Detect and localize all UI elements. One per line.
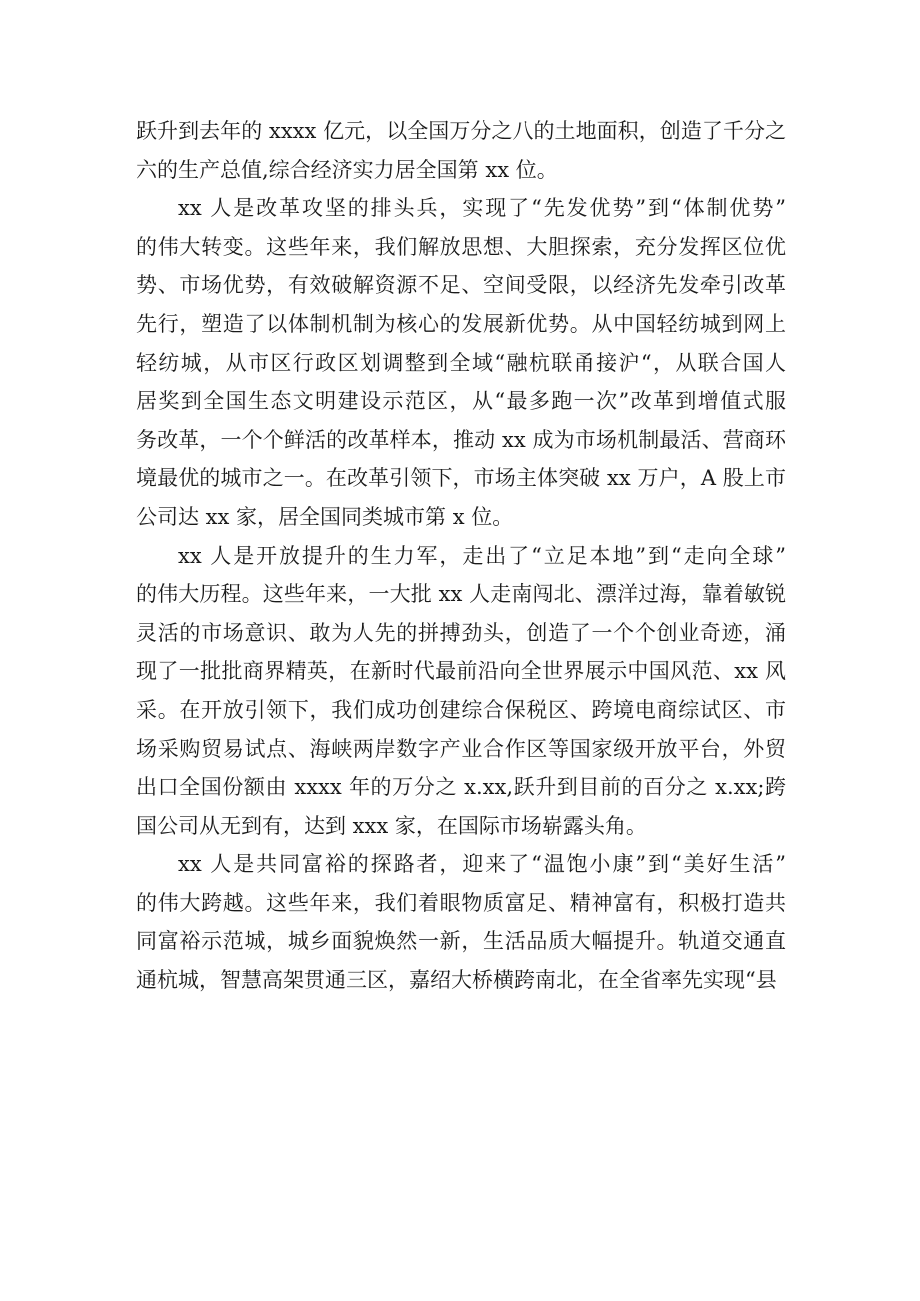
text-line: 通杭城，智慧高架贯通三区，嘉绍大桥横跨南北，在全省率先实现“县 xyxy=(136,968,777,993)
text-line: 的伟大转变。这些年来，我们解放思想、大胆探索，充分发挥区位优 xyxy=(136,234,786,259)
text-line: 的伟大跨越。这些年来，我们着眼物质富足、精神富有，积极打造共 xyxy=(136,890,786,915)
text-line: 场采购贸易试点、海峡两岸数字产业合作区等国家级开放平台，外贸 xyxy=(136,736,786,761)
text-line: xx 人是开放提升的生力军，走出了“立足本地”到“走向全球” xyxy=(178,543,786,568)
paragraph xyxy=(136,845,786,999)
text-line: 国公司从无到有，达到 xxx 家，在国际市场崭露头角。 xyxy=(136,813,647,838)
text-line: 的伟大历程。这些年来，一大批 xx 人走南闯北、漂洋过海，靠着敏锐 xyxy=(136,582,786,607)
text-line: 灵活的市场意识、敢为人先的拼搏劲头，创造了一个个创业奇迹，涌 xyxy=(136,620,786,645)
text-line: 势、市场优势，有效破解资源不足、空间受限，以经济先发牵引改革 xyxy=(136,273,786,298)
text-line: 现了一批批商界精英，在新时代最前沿向全世界展示中国风范、xx 风 xyxy=(136,659,786,684)
text-line: xx 人是共同富裕的探路者，迎来了“温饱小康”到“美好生活” xyxy=(178,852,786,877)
paragraph xyxy=(136,189,786,536)
text-line: xx 人是改革攻坚的排头兵，实现了“先发优势”到“体制优势” xyxy=(178,196,786,221)
text-line: 跃升到去年的 xxxx 亿元，以全国万分之八的土地面积，创造了千分之 xyxy=(136,119,786,143)
document-body xyxy=(136,112,786,1000)
text-line: 出口全国份额由 xxxx 年的万分之 x.xx,跃升到目前的百分之 x.xx;跨 xyxy=(136,775,786,800)
text-line: 轻纺城，从市区行政区划调整到全域“融杭联甬接沪“，从联合国人 xyxy=(136,350,786,375)
text-line: 同富裕示范城，城乡面貌焕然一新，生活品质大幅提升。轨道交通直 xyxy=(136,929,786,954)
paragraph xyxy=(136,112,786,189)
text-line: 公司达 xx 家，居全国同类城市第 x 位。 xyxy=(136,504,514,529)
text-line: 务改革，一个个鲜活的改革样本，推动 xx 成为市场机制最活、营商环 xyxy=(136,427,786,452)
paragraph xyxy=(136,537,786,846)
text-line: 境最优的城市之一。在改革引领下，市场主体突破 xx 万户，A 股上市 xyxy=(136,466,786,491)
text-line: 先行，塑造了以体制机制为核心的发展新优势。从中国轻纺城到网上 xyxy=(136,311,786,336)
text-line: 采。在开放引领下，我们成功创建综合保税区、跨境电商综试区、市 xyxy=(136,697,786,722)
text-line: 居奖到全国生态文明建设示范区，从“最多跑一次”改革到增值式服 xyxy=(136,389,786,414)
text-line: 六的生产总值,综合经济实力居全国第 xx 位。 xyxy=(136,157,558,182)
